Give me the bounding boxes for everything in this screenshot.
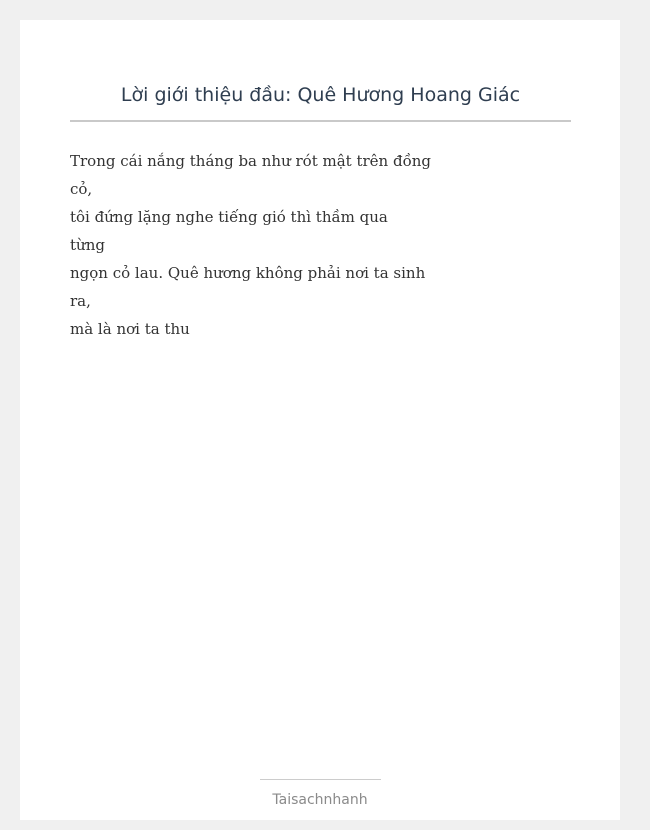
footer-divider <box>260 779 381 780</box>
body-line: mà là nơi ta thu <box>70 320 190 338</box>
body-line: tôi đứng lặng nghe tiếng gió thì thầm qua <box>70 208 388 226</box>
body-line: từng <box>70 236 105 254</box>
body-paragraph <box>70 147 430 343</box>
body-line: ngọn cỏ lau. Quê hương không phải nơi ta sinh <box>70 264 426 282</box>
title-divider <box>70 120 571 122</box>
document-page <box>20 20 620 820</box>
body-line: cỏ, <box>70 180 93 198</box>
body-line: Trong cái nắng tháng ba như rót mật trên đồng <box>70 152 432 170</box>
footer-watermark: Taisachnhanh <box>272 792 368 808</box>
page-title: Lời giới thiệu đầu: Quê Hương Hoang Giác <box>120 84 521 106</box>
body-line: ra, <box>70 292 91 310</box>
